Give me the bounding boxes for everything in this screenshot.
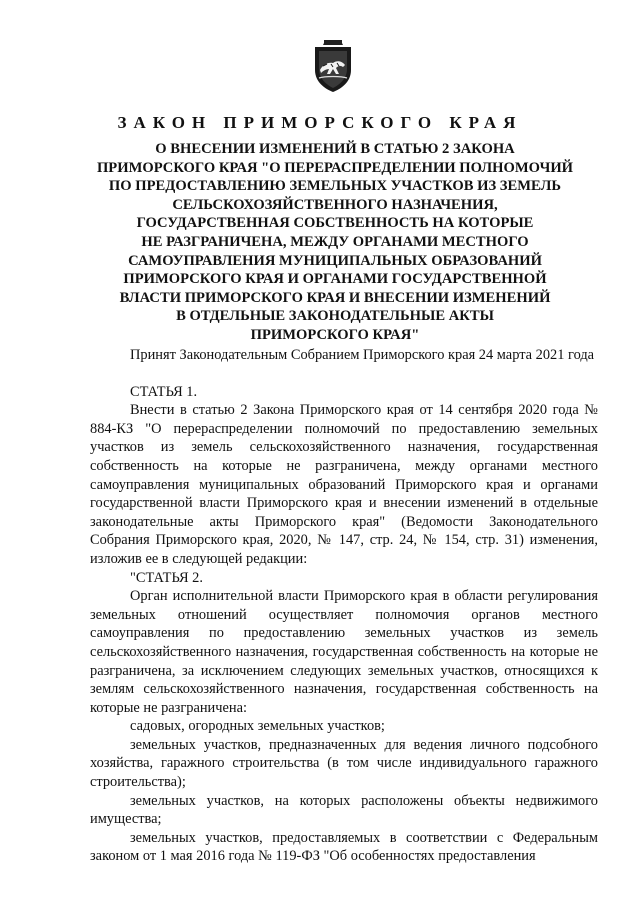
subtitle-line: САМОУПРАВЛЕНИЯ МУНИЦИПАЛЬНЫХ ОБРАЗОВАНИЙ: [128, 252, 542, 269]
quoted-article-paragraph: Орган исполнительной власти Приморского края в области регулирования земельных отношений осуществляет полномочия органов местного самоуправления по предоставлению земельных участков из земель сельскохозяйственного назначения, государственная собственность на которые не разграничена, за исключением следующих земельных участков, относящихся к землям сельскохозяйственного назначения, государственная собственность на которые не разграничена:: [90, 588, 598, 716]
subtitle-line: ПО ПРЕДОСТАВЛЕНИЮ ЗЕМЕЛЬНЫХ УЧАСТКОВ ИЗ ЗЕМЕЛЬ: [108, 178, 562, 195]
document-body: [90, 346, 598, 866]
subtitle-line: ПРИМОРСКОГО КРАЯ": [250, 326, 420, 343]
law-subtitle: [72, 140, 598, 345]
law-title: ЗАКОН ПРИМОРСКОГО КРАЯ: [117, 113, 523, 132]
quoted-article-heading: "СТАТЬЯ 2.: [130, 569, 203, 586]
subtitle-line: О ВНЕСЕНИИ ИЗМЕНЕНИЙ В СТАТЬЮ 2 ЗАКОНА: [155, 141, 515, 157]
article-paragraph: Внести в статью 2 Закона Приморского края от 14 сентября 2020 года № 884-КЗ "О перераспределении полномочий по предоставлению земельных участков из земель сельскохозяйственного назначения, государственная собственность на которые не разграничена, между органами местного самоуправления муниципальных образований Приморского края и органами государственной власти Приморского края и внесении изменений в отдельные законодательные акты Приморского края" (Ведомости Законодательного Собрания Приморского края, 2020, № 147, стр. 24, № 154, стр. 31) изменения, изложив ее в следующей редакции:: [90, 402, 598, 567]
subtitle-line: ГОСУДАРСТВЕННАЯ СОБСТВЕННОСТЬ НА КОТОРЫЕ: [136, 215, 534, 232]
list-item: земельных участков, предназначенных для ведения личного подсобного хозяйства, гаражного строительства (в том числе индивидуального гаражного строительства);: [90, 736, 598, 791]
list-item: земельных участков, на которых расположены объекты недвижимого имущества;: [90, 792, 598, 828]
subtitle-line: ПРИМОРСКОГО КРАЯ И ОРГАНАМИ ГОСУДАРСТВЕННОЙ: [123, 271, 547, 288]
list-item: садовых, огородных земельных участков;: [130, 718, 385, 735]
article-heading: СТАТЬЯ 1.: [130, 383, 198, 400]
adoption-note: Принят Законодательным Собранием Приморского края 24 марта 2021 года: [130, 347, 595, 363]
subtitle-line: НЕ РАЗГРАНИЧЕНА, МЕЖДУ ОРГАНАМИ МЕСТНОГО: [141, 233, 529, 250]
list-item: земельных участков, предоставляемых в соответствии с Федеральным законом от 1 мая 2016 года № 119-ФЗ "Об особенностях предоставления: [90, 829, 598, 865]
subtitle-line: В ОТДЕЛЬНЫЕ ЗАКОНОДАТЕЛЬНЫЕ АКТЫ: [176, 308, 494, 325]
subtitle-line: ВЛАСТИ ПРИМОРСКОГО КРАЯ И ВНЕСЕНИИ ИЗМЕНЕНИЙ: [119, 289, 551, 306]
subtitle-line: ПРИМОРСКОГО КРАЯ "О ПЕРЕРАСПРЕДЕЛЕНИИ ПОЛНОМОЧИЙ: [96, 159, 574, 176]
subtitle-line: СЕЛЬСКОХОЗЯЙСТВЕННОГО НАЗНАЧЕНИЯ,: [172, 196, 498, 213]
coat-of-arms-icon: [311, 40, 355, 92]
